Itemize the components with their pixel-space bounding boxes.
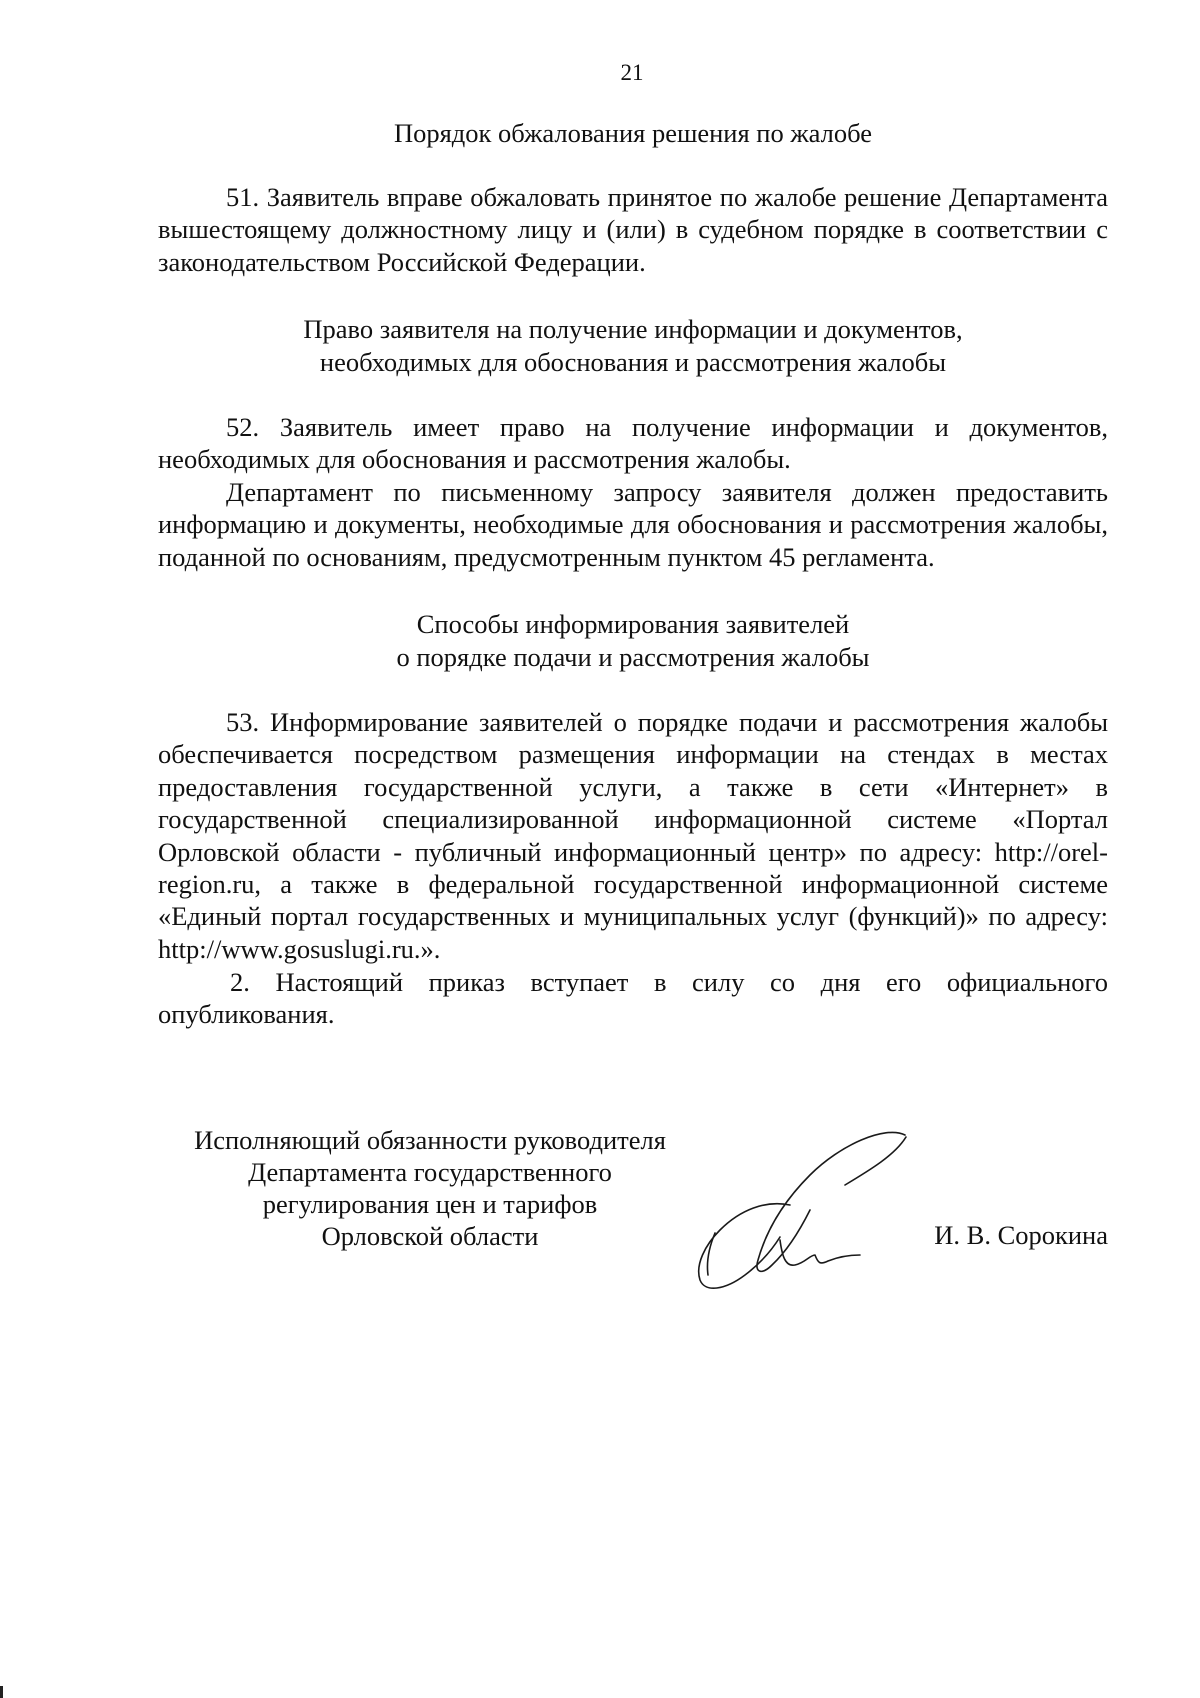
paragraph-52: 52. Заявитель имеет право на получение информации и документов, необходимых для обоснования и рассмотрения жалобы. — [158, 412, 1108, 475]
heading-line: необходимых для обоснования и рассмотрения жалобы — [319, 347, 947, 377]
signer-title-line: Департамента государственного — [248, 1157, 612, 1187]
page-number: 21 — [620, 60, 644, 85]
heading-line: о порядке подачи и рассмотрения жалобы — [396, 642, 870, 672]
paragraph-51: 51. Заявитель вправе обжаловать принятое по жалобе решение Департамента вышестоящему должностному лицу и (или) в судебном порядке в соответствии с законодательством Российской Федерации. — [158, 182, 1108, 277]
handwritten-signature — [670, 1115, 920, 1300]
paragraph-order-effective: 2. Настоящий приказ вступает в силу со дня его официального опубликования. — [158, 967, 1108, 1030]
signer-title-line: регулирования цен и тарифов — [262, 1189, 598, 1219]
signer-title-line: Орловской области — [321, 1221, 539, 1251]
heading-line: Порядок обжалования решения по жалобе — [393, 118, 873, 148]
paragraph-department-request: Департамент по письменному запросу заявителя должен предоставить информацию и документы, необходимые для обоснования и рассмотрения жалобы, поданной по основаниям, предусмотренным пунктом 45 регламента. — [158, 477, 1108, 572]
scan-edge-mark — [0, 1686, 3, 1698]
signer-name: И. В. Сорокина — [934, 1220, 1108, 1250]
signer-title-line: Исполняющий обязанности руководителя — [194, 1125, 666, 1155]
heading-line: Способы информирования заявителей — [416, 609, 850, 639]
section-heading-right-to-information — [158, 313, 1108, 379]
signer-title — [150, 1124, 710, 1252]
paragraph-53: 53. Информирование заявителей о порядке подачи и рассмотрения жалобы обеспечивается посредством размещения информации на стендах в местах предоставления государственной услуги, а также в сети «Интернет» в государственной специализированной информационной системе «Портал Орловской области - публичный информационный центр» по адресу: http://orel-region.ru, а также в федеральной государственной информационной системе «Единый портал государственных и муниципальных услуг (функций)» по адресу: http://www.gosuslugi.ru.». — [158, 707, 1108, 964]
section-heading-information-methods — [158, 608, 1108, 674]
heading-line: Право заявителя на получение информации и документов, — [303, 314, 963, 344]
section-heading-appeal-procedure — [158, 117, 1108, 150]
